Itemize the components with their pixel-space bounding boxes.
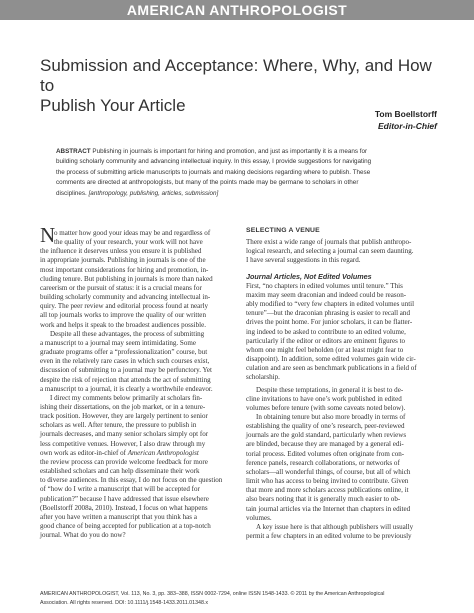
body-line: (Boellstorff 2008a, 2010). Instead, I focus on what happens <box>40 503 208 512</box>
body-line: even in the relatively rare cases in which such courses exist, <box>40 357 210 366</box>
subsection-heading: Journal Articles, Not Edited Volumes <box>246 271 372 281</box>
body-line: permit a few chapters in an edited volume to be previously <box>246 532 412 540</box>
body-line: publication?” because I have addressed that issue elsewhere <box>40 494 209 503</box>
body-line: tain journal articles via the Internet than chapters in edited <box>246 504 411 513</box>
body-line: tenure”—but the draconian phrasing is easier to recall and <box>246 309 410 318</box>
body-line: disappoint). In addition, some edited volumes gain wide cir- <box>246 355 416 364</box>
body-line: o matter how good your ideas may be and regardless of <box>54 229 211 237</box>
journal-header: AMERICAN ANTHROPOLOGIST <box>0 0 474 20</box>
body-line: the influence it deserves unless you ensure it is published <box>40 247 202 256</box>
body-line: torial process. Edited volumes often originate from con- <box>246 449 405 458</box>
title-line: Submission and Acceptance: Where, Why, and How to <box>40 56 432 95</box>
abstract-line: the process of submitting article manuscripts to journals and making decisions regarding where to publish. These <box>56 168 371 176</box>
body-line: also bears noting that it is generally much easier to ob- <box>246 495 401 504</box>
abstract-label: ABSTRACT <box>56 148 91 155</box>
paragraph <box>40 247 234 329</box>
body-line: less competitive venues. However, I also draw through my <box>40 439 206 448</box>
body-line: that more and more scholars access publications online, it <box>246 486 409 495</box>
drop-cap: N <box>40 223 56 247</box>
body-line: of “how do I write a manuscript that will be accepted for <box>40 485 200 494</box>
body-line: a manuscript to a journal, it is clearly a worthwhile endeavor. <box>40 384 213 393</box>
abstract-line: comments are directed at anthropologists, but many of the points made may be germane to scholars in other <box>56 179 359 187</box>
journal-name: American Anthropologist <box>127 448 199 457</box>
body-line: culation and are seen as benchmark publications in a field of <box>246 364 417 373</box>
body-line: graduate programs offer a “professionalization” course, but <box>40 348 208 357</box>
body-line: to diverse audiences. In this essay, I do not focus on the question <box>40 476 223 485</box>
body-line: In obtaining tenure but also more broadly in terms of <box>256 412 406 421</box>
right-column <box>246 226 442 541</box>
body-line: whom one might feel beholden (or at least might fear to <box>246 345 404 354</box>
body-line: good chance of being accepted for publication at a top-notch <box>40 522 211 530</box>
abstract-keywords: [anthropology, publishing, articles, submission] <box>88 189 219 197</box>
body-line: A key issue here is that although publishers will usually <box>256 522 414 531</box>
body-line: quiry. The peer review and editorial process found at nearly <box>40 302 209 311</box>
body-line: establishing the quality of one’s research, peer-reviewed <box>246 422 405 431</box>
article-title <box>40 56 440 116</box>
body-line: ishing their dissertations, on the job market, or in a tenure- <box>40 402 206 411</box>
paragraph <box>246 238 442 265</box>
abstract-line <box>56 189 440 199</box>
footer <box>40 590 440 607</box>
body-line: First, “no chapters in edited volumes until tenure.” This <box>246 281 403 290</box>
body-line: Despite all these advantages, the process of submitting <box>50 329 205 338</box>
body-line: are blinded, because they are managed by a general edi- <box>246 440 404 449</box>
body-line: careerism or the pursuit of status: it is a crucial means for <box>40 283 202 292</box>
dropcap-block <box>40 223 234 247</box>
body-line: Despite these temptations, in general it is best to de- <box>256 385 404 394</box>
body-line: I direct my comments below primarily at scholars fin- <box>50 393 203 402</box>
body-line: the review process can provide welcome feedback for more <box>40 457 208 466</box>
body-line: after you have written a manuscript that you think has a <box>40 512 197 521</box>
abstract-text: disciplines. <box>56 189 89 197</box>
paragraph <box>246 523 442 541</box>
abstract <box>56 147 440 199</box>
body-line: There exist a wide range of journals that publish anthropo- <box>246 238 412 247</box>
body-line: cline invitations to have one’s work published in edited <box>246 394 402 403</box>
body-line: logical research, and selecting a journal can seem daunting. <box>246 247 414 256</box>
body-line: I have several suggestions in this regard. <box>246 256 361 265</box>
abstract-line <box>56 147 440 157</box>
body-line: scholars—all wonderful things, of course, but all of which <box>246 467 411 476</box>
body-line: maxim may seem draconian and indeed could be reason- <box>246 290 407 299</box>
body-line: journal. What do you do now? <box>40 531 126 540</box>
body-line: despite the risk of rejection that attends the act of submitting <box>40 375 211 384</box>
body-line: track position. However, they are largely pertinent to senior <box>40 412 208 421</box>
body-line: cluding tenure. But publishing in journals is more than naked <box>40 274 213 283</box>
author-block <box>375 108 437 132</box>
body-line: most important considerations for hiring and promotion, in- <box>40 265 209 274</box>
body-line: journals decreases, and many senior scholars simply opt for <box>40 430 209 439</box>
paragraph <box>246 282 442 383</box>
body-line: limit who has access to being invited to contribute. Given <box>246 477 409 486</box>
body-line: ably modified to “very few chapters in edited volumes until <box>246 300 415 309</box>
body-line: scholarship. <box>246 373 280 382</box>
body-line <box>40 449 234 458</box>
body-line: discussion of submitting to a journal may be perfunctory. Yet <box>40 366 212 375</box>
body-line: work and helps it speak to the broadest audiences possible. <box>40 320 206 329</box>
left-column <box>40 223 234 540</box>
title-line: Publish Your Article <box>40 96 186 115</box>
section-heading: SELECTING A VENUE <box>246 227 320 234</box>
body-line: ference panels, research collaborations, or networks of <box>246 458 400 467</box>
footer-line: Association. All rights reserved. DOI: 10.1111/j.1548-1433.2011.01348.x <box>40 599 209 606</box>
body-line: particularly if the editor or editors are eminent figures to <box>246 336 406 345</box>
author-name: Tom Boellstorff <box>374 109 437 119</box>
body-line: all top journals works to improve the quality of our written <box>40 311 206 320</box>
body-line: ing indeed to be asked to contribute to an edited volume, <box>246 327 406 336</box>
body-line: in appropriate journals. Publishing in journals is one of the <box>40 256 206 265</box>
footer-line: AMERICAN ANTHROPOLOGIST, Vol. 113, No. 3, pp. 383–388, ISSN 0002-7294, online ISSN 1548-1433. © 2011 by the American Anthropological <box>40 591 385 597</box>
body-line: drives the point home. For junior scholars, it can be flatter- <box>246 318 413 327</box>
abstract-line: building scholarly community and advancing intellectual inquiry. In this essay, I provide suggestions for navigating <box>56 158 372 166</box>
body-line: journals are the gold standard, particularly when reviews <box>246 431 407 440</box>
paragraph <box>40 394 234 541</box>
body-line: volumes. <box>246 513 272 522</box>
paragraph <box>40 330 234 394</box>
paragraph <box>246 386 442 523</box>
body-line: building scholarly community and advancing intellectual in- <box>40 293 211 302</box>
abstract-text: Publishing in journals is important for hiring and promotion, and just as importantly it is a means for <box>90 148 368 155</box>
author-role: Editor-in-Chief <box>377 121 437 131</box>
body-line: a manuscript to a journal may seem intimidating. Some <box>40 338 196 347</box>
body-text: own work as editor-in-chief of <box>40 448 128 457</box>
body-line: scholars as well. After tenure, the pressure to publish in <box>40 421 197 430</box>
body-line: volumes before tenure (with some caveats noted below). <box>246 403 406 412</box>
body-line: established scholars and can help disseminate their work <box>40 467 200 476</box>
body-line: the quality of your research, your work will not have <box>54 238 203 247</box>
